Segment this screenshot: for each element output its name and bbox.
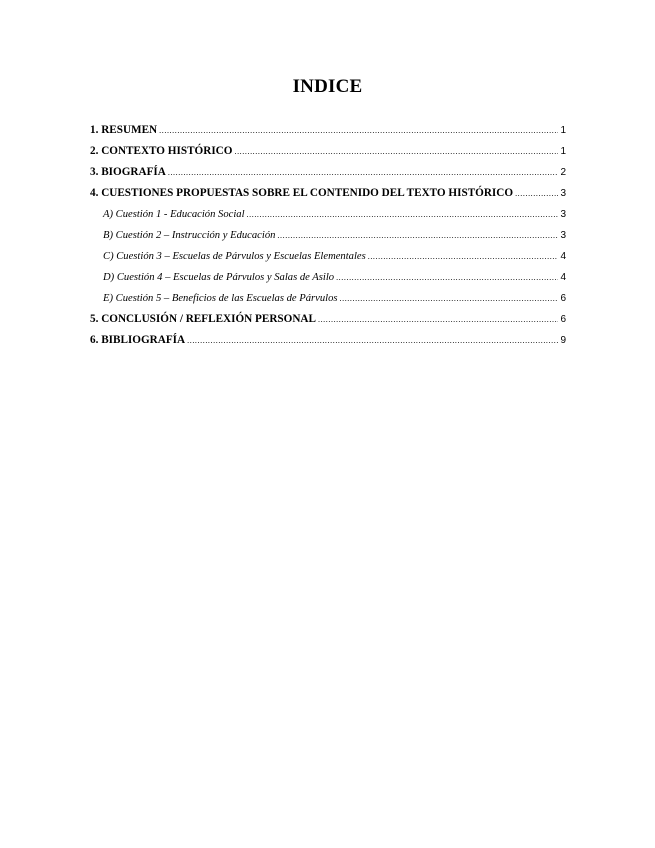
toc-subentry-cuestion-2[interactable] [90,225,566,246]
dot-leader [340,288,559,309]
toc-page-number: 6 [560,314,566,325]
dot-leader [247,204,558,225]
toc-page-number: 1 [560,125,566,136]
toc-entry-resumen[interactable] [90,120,566,141]
toc-page-number: 3 [560,209,566,220]
toc-page-number: 4 [560,272,566,283]
toc-entry-text: C) Cuestión 3 – Escuelas de Párvulos y Escuelas Elementales [103,251,366,262]
toc-entry-text: E) Cuestión 5 – Beneficios de las Escuelas de Párvulos [103,293,338,304]
toc-page-number: 3 [560,188,566,199]
dot-leader [159,120,558,141]
toc-entry-bibliografia[interactable] [90,330,566,351]
dot-leader [368,246,558,267]
toc-entry-text: A) Cuestión 1 - Educación Social [103,209,245,220]
dot-leader [234,141,558,162]
dot-leader [168,162,558,183]
toc-entry-text: 2. CONTEXTO HISTÓRICO [90,145,233,157]
dot-leader [336,267,558,288]
toc-entry-contexto-historico[interactable] [90,141,566,162]
toc-entry-text: 5. CONCLUSIÓN / REFLEXIÓN PERSONAL [90,313,316,325]
toc-entry-biografia[interactable] [90,162,566,183]
toc-page-number: 1 [560,146,566,157]
toc-subentry-cuestion-1[interactable] [90,204,566,225]
page-title: INDICE [292,76,363,97]
table-of-contents [90,120,566,351]
toc-entry-cuestiones[interactable] [90,183,566,204]
toc-entry-text: 3. BIOGRAFÍA [90,166,166,178]
dot-leader [187,330,558,351]
toc-subentry-cuestion-4[interactable] [90,267,566,288]
toc-entry-text: 4. CUESTIONES PROPUESTAS SOBRE EL CONTENIDO DEL TEXTO HISTÓRICO [90,187,514,199]
toc-subentry-cuestion-3[interactable] [90,246,566,267]
toc-page-number: 9 [560,335,566,346]
toc-entry-text: 6. BIBLIOGRAFÍA [90,334,186,346]
dot-leader [277,225,558,246]
toc-page-number: 6 [560,293,566,304]
toc-page-number: 4 [560,251,566,262]
dot-leader [318,309,558,330]
toc-entry-text: D) Cuestión 4 – Escuelas de Párvulos y Salas de Asilo [103,272,335,283]
dot-leader [515,183,558,204]
toc-entry-text: 1. RESUMEN [90,124,158,136]
toc-page-number: 3 [560,230,566,241]
toc-page-number: 2 [560,167,566,178]
toc-subentry-cuestion-5[interactable] [90,288,566,309]
toc-entry-conclusion[interactable] [90,309,566,330]
toc-entry-text: B) Cuestión 2 – Instrucción y Educación [103,230,276,241]
